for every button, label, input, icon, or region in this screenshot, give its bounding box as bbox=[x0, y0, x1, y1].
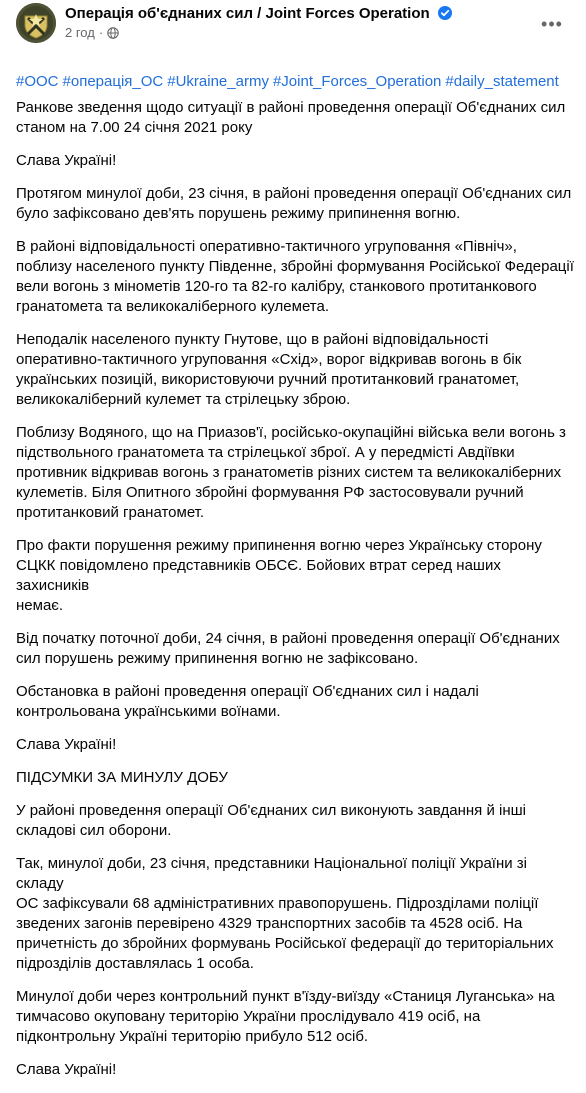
body-paragraph: У районі проведення операції Об'єднаних сил виконують завдання й інші складові сил оборони. bbox=[16, 802, 526, 839]
hashtag-link[interactable]: #операція_ОС bbox=[62, 73, 164, 90]
report-title: Ранкове зведення щодо ситуації в районі проведення операції Об'єднаних сил станом на 7.00 24 січня 2021 року bbox=[16, 99, 566, 136]
page-name-link[interactable]: Операція об'єднаних сил / Joint Forces Operation bbox=[65, 5, 430, 22]
post-text bbox=[16, 52, 576, 1093]
page-name-row bbox=[65, 4, 452, 24]
body-paragraph: Про факти порушення режиму припинення вогню через Українську сторону СЦКК повідомлено представників ОБСЄ. Бойових втрат серед наших захисників немає. bbox=[16, 537, 542, 614]
post-header bbox=[16, 0, 570, 46]
body-paragraph: Неподалік населеного пункту Гнутове, що в районі відповідальності оперативно-тактичного угруповання «Схід», ворог відкривав вогонь в бік українських позицій, використовуючи ручний протитанковий гранатомет, великокаліберний кулемет та стрілецьку зброю. bbox=[16, 331, 522, 408]
greeting: Слава Україні! bbox=[16, 736, 117, 753]
body-paragraph: Від початку поточної доби, 24 січня, в районі проведення операції Об'єднаних сил порушень режиму припинення вогню не зафіксовано. bbox=[16, 630, 560, 667]
greeting: Слава Україні! bbox=[16, 152, 117, 169]
joint-forces-emblem-icon bbox=[16, 3, 56, 43]
greeting: Слава Україні! bbox=[16, 1061, 117, 1078]
hashtag-link[interactable]: #Ukraine_army bbox=[167, 73, 269, 90]
section-heading: ПІДСУМКИ ЗА МИНУЛУ ДОБУ bbox=[16, 769, 228, 786]
verified-badge-icon bbox=[438, 6, 452, 20]
body-paragraph: Так, минулої доби, 23 січня, представники Національної поліції України зі складу ОС зафіксували 68 адміністративних правопорушень. Підрозділами поліції зведених загонів перевірено 4329 транспортних засобів та 4528 осіб. На причетність до збройних формувань Російської федерації до територіальних підрозділів доставлялась 1 особа. bbox=[16, 855, 554, 972]
body-paragraph: В районі відповідальності оперативно-тактичного угруповання «Північ», поблизу населеного пункту Південне, збройні формування Російської Федерації вели вогонь з мінометів 120-го та 82-го калібру, станкового протитанкового гранатомета та великокаліберного кулемета. bbox=[16, 238, 574, 315]
body-paragraph: Обстановка в районі проведення операції Об'єднаних сил і надалі контрольована українськими воїнами. bbox=[16, 683, 479, 720]
more-options-button[interactable] bbox=[534, 6, 570, 42]
hashtag-link[interactable]: #Joint_Forces_Operation bbox=[272, 73, 442, 90]
page-avatar[interactable] bbox=[16, 3, 56, 43]
post-meta bbox=[65, 25, 119, 41]
hashtag-row bbox=[16, 52, 576, 92]
meta-separator: · bbox=[98, 25, 104, 40]
body-paragraph: Протягом минулої доби, 23 січня, в районі проведення операції Об'єднаних сил було зафіксовано дев'ять порушень режиму припинення вогню. bbox=[16, 185, 572, 222]
hashtag-link[interactable]: #ООС bbox=[16, 73, 59, 90]
hashtag-link[interactable]: #daily_statement bbox=[445, 73, 559, 90]
body-paragraph: Минулої доби через контрольний пункт в'їзду-виїзду «Станиця Луганська» на тимчасово окуповану територію України прослідувало 419 осіб, на підконтрольну Україні територію прибуло 512 осіб. bbox=[16, 988, 555, 1045]
body-paragraph: Поблизу Водяного, що на Приазов'ї, російсько-окупаційні війська вели вогонь з підствольного гранатомета та стрілецької зброї. А у передмісті Авдіївки противник відкривав вогонь з гранатометів різних систем та великокаліберних кулеметів. Біля Опитного збройні формування РФ застосовували ручний протитанковий гранатомет. bbox=[16, 424, 566, 521]
post-timestamp[interactable]: 2 год bbox=[65, 25, 95, 40]
more-options-icon: ••• bbox=[541, 13, 563, 34]
globe-icon bbox=[107, 27, 119, 39]
